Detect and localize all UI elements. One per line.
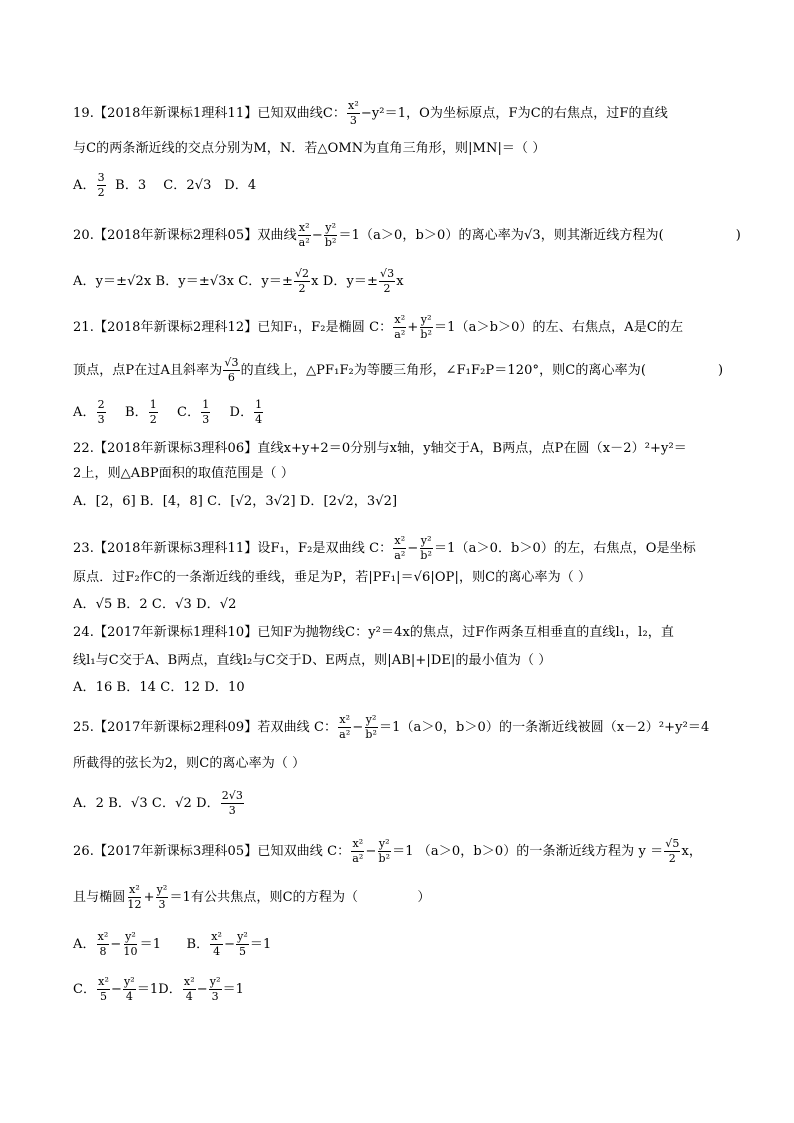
q26-b1-num: x²: [211, 930, 223, 943]
q26-text-rest: ＝1 （a＞0，b＞0）的一条渐近线方程为 y ＝: [392, 844, 664, 859]
q26-asy-den: 2: [668, 852, 676, 865]
q21-line1: [73, 314, 683, 341]
q21-a-num: 2: [97, 398, 105, 411]
q26-c-eq: ＝1D．: [136, 982, 182, 997]
q23-text: 23.【2018年新课标3理科11】设F₁，F₂是双曲线 C：: [73, 541, 393, 556]
q26-d1-den: 4: [185, 990, 193, 1003]
q21-option-c-fraction: [201, 399, 210, 426]
q26-a1-den: 8: [99, 945, 107, 958]
q21-option-b-fraction: [149, 399, 158, 426]
q19-option-a-den: 2: [97, 186, 105, 199]
q26-options-ab: [73, 931, 271, 958]
q19-curve: C：: [322, 106, 347, 121]
q21-frac1-num: x²: [394, 313, 406, 326]
q25-frac1-den: a²: [339, 728, 351, 741]
q22-line1: 22.【2018年新课标3理科06】直线x+y+2＝0分别与x轴，y轴交于A，B两点，点P在圆（x－2）²+y²＝: [73, 441, 687, 456]
q21-slope-den: 6: [227, 371, 235, 384]
q25-text: 25.【2017年新课标2理科09】若双曲线 C：: [73, 720, 338, 735]
q26-d2-num: y²: [209, 975, 221, 988]
q20-options-text: A．y＝±√2x B．y＝±√3x C．y＝±: [73, 274, 293, 289]
q26-asymptote-fraction: [664, 838, 680, 865]
q20-optc-den: 2: [298, 282, 306, 295]
q21-frac2: [419, 314, 433, 341]
q26-option-a-label: A．: [73, 937, 96, 952]
q23-frac1-den: a²: [394, 549, 406, 562]
q26-b2-den: 5: [238, 945, 247, 958]
q25-minus: −: [352, 720, 364, 735]
q26-d-frac1: [183, 976, 196, 1003]
q26-b2-num: y²: [237, 930, 248, 943]
q26-minus: −: [365, 844, 377, 859]
q26-a-frac2: [122, 931, 138, 958]
q26-b-frac2: [236, 931, 249, 958]
q20-optc-x: x D．y＝±: [311, 274, 378, 289]
q19-text-rest: −y²＝1，O为坐标原点，F为C的右焦点，过F的直线: [360, 106, 668, 121]
q25-text-rest: ＝1（a＞0，b＞0）的一条渐近线被圆（x－2）²+y²＝4: [378, 720, 710, 735]
q21-option-d: D．: [229, 405, 254, 420]
q26-frac1: [351, 838, 364, 865]
q21-slope-fraction: [223, 357, 239, 384]
q26-b-eq: ＝1: [249, 937, 272, 952]
q21-b-num: 1: [149, 398, 157, 411]
q22-line2: 2上，则△ABP面积的取值范围是（ ）: [73, 466, 294, 481]
q26-c-frac1: [97, 976, 110, 1003]
q25-frac1: [338, 714, 351, 741]
q21-d-den: 4: [255, 413, 263, 426]
q26-c-minus: −: [110, 982, 122, 997]
q26-ellipse-frac1: [126, 884, 142, 911]
q20-frac2-num: y²: [325, 221, 337, 234]
q19-line1: [73, 100, 668, 127]
q21-option-a: A．: [73, 405, 96, 420]
q26-a1-num: x²: [97, 930, 109, 943]
q24-line1: 24.【2017年新课标1理科10】已知F为抛物线C：y²＝4x的焦点，过F作两条互相垂直的直线l₁，l₂，直: [73, 625, 674, 640]
q26-line2-rest: ＝1有公共焦点，则C的方程为（ ）: [169, 890, 431, 905]
q19-option-a-num: 3: [97, 171, 105, 184]
q25-line2: 所截得的弦长为2，则C的离心率为（ ）: [73, 756, 306, 771]
q26-a2-den: 10: [123, 945, 138, 958]
q23-frac2: [419, 535, 433, 562]
q19-line2: 与C的两条渐近线的交点分别为M，N．若△OMN为直角三角形，则|MN|＝（ ）: [73, 141, 546, 156]
q25-options: [73, 790, 245, 817]
q25-line1: [73, 714, 709, 741]
q20-options: [73, 268, 404, 295]
q20-line1: [73, 222, 741, 249]
q23-minus: −: [407, 541, 419, 556]
q23-text-rest: ＝1（a＞0．b＞0）的左，右焦点，O是坐标: [434, 541, 696, 556]
q19-frac-num: x²: [348, 99, 359, 112]
q26-a-frac1: [97, 931, 110, 958]
q23-frac1-num: x²: [394, 534, 406, 547]
q20-optc-num: √2: [294, 267, 310, 280]
q26-e2-den: 3: [158, 898, 166, 911]
q21-frac2-den: b²: [420, 328, 433, 341]
q26-frac2-num: y²: [378, 837, 390, 850]
q26-frac1-num: x²: [352, 837, 364, 850]
q26-d-frac2: [209, 976, 222, 1003]
q26-a-eq: ＝1 B．: [139, 937, 210, 952]
q21-options: [73, 399, 264, 426]
q26-c2-num: y²: [123, 975, 135, 988]
q19-fraction: [347, 100, 360, 127]
q26-line1: [73, 838, 702, 865]
q22-options: A．[2，6] B．[4，8] C．[√2，3√2] D．[2√2，3√2]: [73, 494, 398, 509]
q26-c1-num: x²: [98, 975, 109, 988]
q26-options-cd: [73, 976, 244, 1003]
q26-plus: +: [143, 890, 155, 905]
q19-option-a-label: A．: [73, 178, 96, 193]
q20-optd-fraction: [379, 268, 395, 295]
q19-options: [73, 172, 256, 199]
q21-frac1-den: a²: [394, 328, 406, 341]
q21-line2-rest: 的直线上，△PF₁F₂为等腰三角形，∠F₁F₂P＝120°，则C的离心率为( ): [240, 363, 724, 378]
q21-a-den: 3: [97, 413, 105, 426]
q20-minus: −: [311, 228, 323, 243]
q20-frac1-den: a²: [298, 236, 310, 249]
q19-text: 19.【2018年新课标1理科11】已知双曲线: [73, 106, 323, 121]
q20-text: 20.【2018年新课标2理科05】双曲线: [73, 228, 297, 243]
q23-frac2-num: y²: [420, 534, 432, 547]
q26-ellipse-frac2: [156, 884, 169, 911]
q21-slope-num: √3: [224, 356, 239, 369]
q20-frac1: [298, 222, 311, 249]
q26-asy-num: √5: [665, 837, 680, 850]
q19-options-rest: B．3 C．2√3 D．4: [106, 178, 257, 193]
q26-d-eq: ＝1: [222, 982, 245, 997]
q26-b1-den: 4: [213, 945, 221, 958]
q21-option-a-fraction: [97, 399, 106, 426]
q21-plus: +: [407, 320, 419, 335]
q26-frac2-den: b²: [378, 852, 391, 865]
q26-c-frac2: [123, 976, 136, 1003]
q26-e2-num: y²: [156, 883, 168, 896]
q21-c-den: 3: [202, 413, 210, 426]
q25-d-den: 3: [228, 804, 236, 817]
q26-c2-den: 4: [125, 990, 133, 1003]
q25-frac2-den: b²: [365, 728, 377, 741]
q21-option-c: C．: [177, 405, 201, 420]
q21-option-b: B．: [124, 405, 148, 420]
q26-frac2: [377, 838, 391, 865]
q26-frac1-den: a²: [352, 852, 364, 865]
q25-frac2-num: y²: [365, 713, 377, 726]
q23-line2: 原点．过F₂作C的一条渐近线的垂线，垂足为P，若|PF₁|＝√6|OP|，则C的离心率为（ ）: [73, 570, 592, 585]
q20-text-rest: ＝1（a＞0，b＞0）的离心率为√3，则其渐近线方程为( ): [338, 228, 741, 243]
q23-line1: [73, 535, 696, 562]
q26-asy-x: x，: [681, 844, 702, 859]
q23-frac2-den: b²: [420, 549, 433, 562]
q26-c1-den: 5: [100, 990, 108, 1003]
q26-text: 26.【2017年新课标3理科05】已知双曲线 C：: [73, 844, 351, 859]
q26-b-frac1: [210, 931, 223, 958]
q20-optc-fraction: [294, 268, 310, 295]
q25-frac1-num: x²: [339, 713, 351, 726]
q20-frac2-den: b²: [324, 236, 337, 249]
q26-a2-num: y²: [125, 930, 136, 943]
q25-option-d-fraction: [221, 790, 244, 817]
q21-line2: [73, 357, 723, 384]
q21-d-num: 1: [255, 398, 263, 411]
q26-d-minus: −: [196, 982, 208, 997]
q26-line2: [73, 884, 431, 911]
q20-optd-x: x: [396, 274, 404, 289]
q26-d2-den: 3: [211, 990, 219, 1003]
q24-options: A．16 B．14 C．12 D．10: [73, 680, 245, 695]
q26-a-minus: −: [110, 937, 122, 952]
q21-frac1: [393, 314, 406, 341]
q20-frac2: [324, 222, 338, 249]
q21-option-d-fraction: [254, 399, 263, 426]
q20-optd-den: 2: [383, 282, 391, 295]
q21-b-den: 2: [149, 413, 157, 426]
q21-frac2-num: y²: [420, 313, 432, 326]
q26-b-minus: −: [224, 937, 236, 952]
q21-text-rest: ＝1（a＞b＞0）的左、右焦点，A是C的左: [434, 320, 684, 335]
q25-frac2: [364, 714, 378, 741]
q19-option-a-fraction: [97, 172, 106, 199]
q21-text: 21.【2018年新课标2理科12】已知F₁，F₂是椭圆 C：: [73, 320, 393, 335]
q26-option-c-label: C．: [73, 982, 97, 997]
q21-c-num: 1: [202, 398, 210, 411]
q26-d1-num: x²: [183, 975, 195, 988]
q26-line2-text: 且与椭圆: [73, 890, 126, 905]
q23-options: A．√5 B．2 C．√3 D．√2: [73, 597, 237, 612]
q23-frac1: [393, 535, 406, 562]
q26-e1-num: x²: [129, 883, 140, 896]
q21-line2-text: 顶点，点P在过A且斜率为: [73, 363, 223, 378]
q25-d-num: 2√3: [221, 789, 244, 802]
q26-e1-den: 12: [127, 898, 142, 911]
q19-frac-den: 3: [349, 114, 357, 127]
q20-frac1-num: x²: [298, 221, 310, 234]
q25-options-text: A．2 B．√3 C．√2 D．: [73, 796, 220, 811]
q24-line2: 线l₁与C交于A、B两点，直线l₂与C交于D、E两点，则|AB|+|DE|的最小值为（ ）: [73, 653, 552, 668]
q20-optd-num: √3: [379, 267, 395, 280]
